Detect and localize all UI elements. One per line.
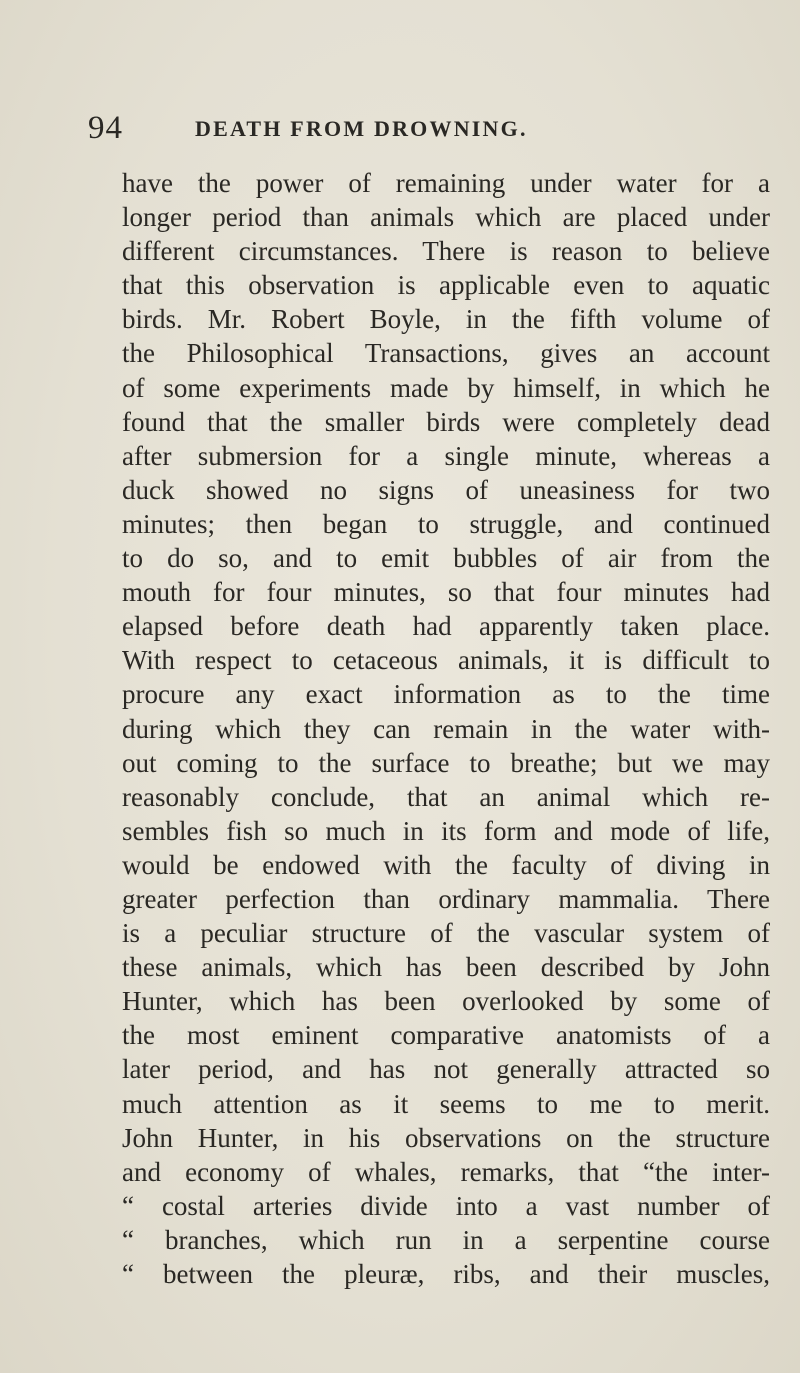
text-line: sembles fish so much in its form and mode of life,: [122, 815, 770, 846]
text-line: would be endowed with the faculty of diving in: [122, 849, 770, 880]
running-head: [88, 108, 768, 148]
running-title: DEATH FROM DROWNING.: [195, 116, 528, 141]
text-line: minutes; then began to struggle, and continued: [122, 508, 770, 539]
text-line: out coming to the surface to breathe; but we may: [122, 747, 770, 778]
text-line: “ costal arteries divide into a vast number of: [122, 1190, 770, 1221]
text-line: John Hunter, in his observations on the structure: [122, 1122, 770, 1153]
text-line: Hunter, which has been overlooked by some of: [122, 986, 770, 1017]
text-line: With respect to cetaceous animals, it is difficult to: [122, 645, 770, 676]
text-line: duck showed no signs of uneasiness for two: [122, 474, 770, 505]
text-line: “ branches, which run in a serpentine course: [122, 1224, 770, 1255]
text-line: different circumstances. There is reason to believe: [122, 236, 770, 267]
text-line: greater perfection than ordinary mammalia. There: [122, 883, 770, 914]
text-line: procure any exact information as to the time: [122, 679, 770, 710]
text-line: these animals, which has been described by John: [122, 952, 770, 983]
text-line: during which they can remain in the water with-: [122, 713, 770, 744]
text-line: “ between the pleuræ, ribs, and their muscles,: [122, 1259, 770, 1289]
text-line: found that the smaller birds were completely dead: [122, 406, 770, 437]
text-line: is a peculiar structure of the vascular system of: [122, 918, 770, 949]
text-line: the Philosophical Transactions, gives an account: [122, 338, 770, 369]
text-line: of some experiments made by himself, in which he: [122, 372, 770, 403]
text-line: reasonably conclude, that an animal which re-: [122, 781, 770, 812]
text-line: and economy of whales, remarks, that “the inter-: [122, 1156, 770, 1187]
text-line: have the power of remaining under water for a: [122, 168, 770, 198]
body-text: [122, 166, 770, 1291]
text-line: mouth for four minutes, so that four minutes had: [122, 577, 770, 608]
text-line: that this observation is applicable even to aquatic: [122, 270, 770, 301]
text-line: elapsed before death had apparently taken place.: [122, 611, 770, 642]
page-number: 94: [88, 110, 123, 146]
text-line: to do so, and to emit bubbles of air from the: [122, 543, 770, 574]
text-line: the most eminent comparative anatomists of a: [122, 1020, 770, 1051]
text-line: much attention as it seems to me to merit.: [122, 1088, 770, 1119]
text-line: longer period than animals which are placed under: [122, 202, 770, 233]
text-line: after submersion for a single minute, whereas a: [122, 440, 770, 471]
text-line: later period, and has not generally attracted so: [122, 1054, 770, 1085]
text-line: birds. Mr. Robert Boyle, in the fifth volume of: [122, 304, 770, 335]
